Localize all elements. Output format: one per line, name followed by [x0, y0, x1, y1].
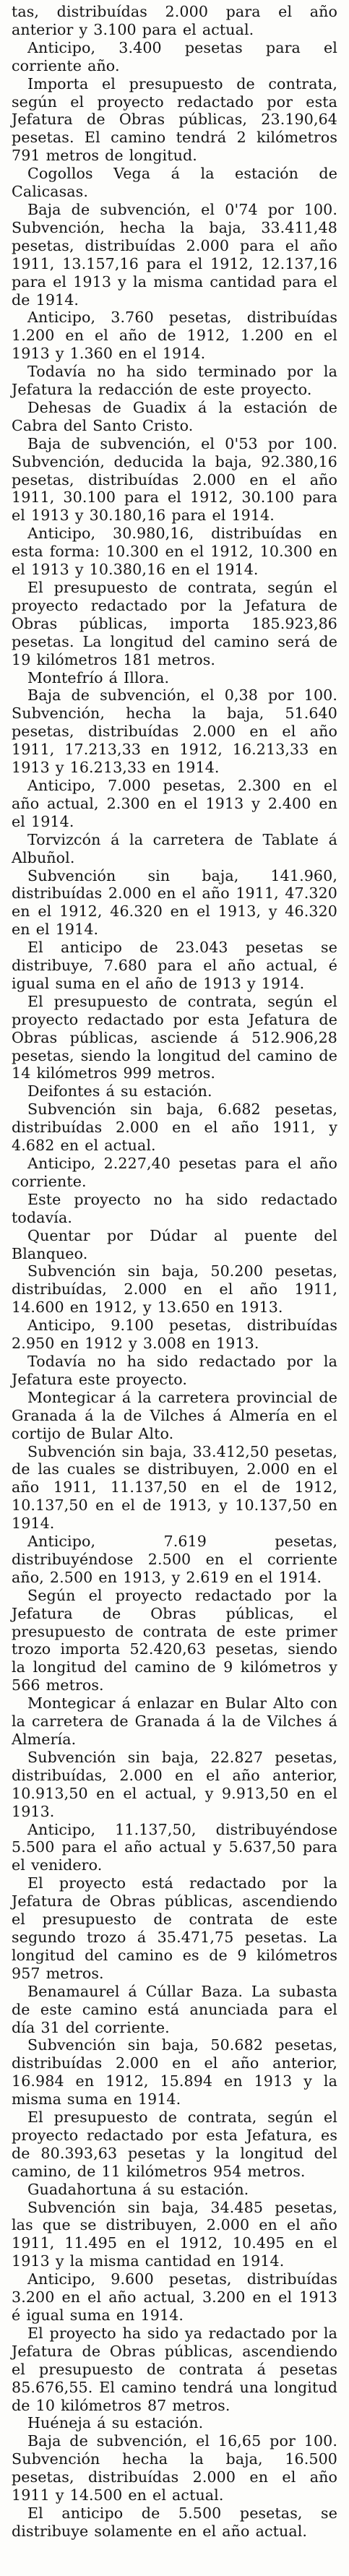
paragraph: Importa el presupuesto de contrata, según el proyecto redactado por esta Jefatura de Obras públicas, 23.190,64 pesetas. El camino tendrá 2 kilómetros 791 metros de longitud. [12, 74, 337, 165]
paragraph: Anticipo, 7.619 pesetas, distribuyéndose 2.500 en el corriente año, 2.500 en 1913, y 2.619 en el 1914. [12, 1533, 337, 1586]
paragraph: Subvención sin baja, 6.682 pesetas, distribuídas 2.000 en el año 1911, y 4.682 en el actual. [12, 1100, 337, 1155]
paragraph: Anticipo, 30.980,16, distribuídas en esta forma: 10.300 en el 1912, 10.300 en el 1913 y 10.380,16 en el 1914. [12, 525, 337, 579]
paragraph: Anticipo, 11.137,50, distribuyéndose 5.500 para el año actual y 5.637,50 para el venidero. [12, 1820, 337, 1874]
paragraph: Anticipo, 2.227,40 pesetas para el año corriente. [12, 1155, 337, 1190]
paragraph: Según el proyecto redactado por la Jefatura de Obras públicas, el presupuesto de contrata de este primer trozo importa 52.420,63 pesetas, siendo la longitud del camino de 9 kilómetros y 566 metros. [12, 1586, 337, 1694]
paragraph: Subvención sin baja, 34.485 pesetas, las que se distribuyen, 2.000 en el año 1911, 11.495 en el 1912, 10.495 en el 1913 y la misma cantidad en 1914. [12, 2198, 337, 2270]
paragraph: El presupuesto de contrata, según el proyecto redactado por esta Jefatura de Obras públicas, asciende á 512.906,28 pesetas, siendo la longitud del camino de 14 kilómetros 999 metros. [12, 992, 337, 1082]
paragraph: El proyecto ha sido ya redactado por la Jefatura de Obras públicas, ascendiendo el presupuesto de contrata á pesetas 85.676,55. El camino tendrá una longitud de 10 kilómetros 87 metros. [12, 2324, 337, 2414]
paragraph: Anticipo, 9.600 pesetas, distribuídas 3.200 en el año actual, 3.200 en el 1913 é igual suma en 1914. [12, 2270, 337, 2324]
paragraph: Todavía no ha sido terminado por la Jefatura la redacción de este proyecto. [12, 363, 337, 399]
paragraph: Anticipo, 3.400 pesetas para el corriente año. [12, 38, 337, 74]
paragraph: El anticipo de 5.500 pesetas, se distribuye solamente en el año actual. [12, 2504, 337, 2540]
paragraph: El presupuesto de contrata, según el proyecto redactado por esta Jefatura, es de 80.393,63 pesetas y la longitud del camino, de 11 kilómetros 954 metros. [12, 2108, 337, 2180]
section-heading: Benamaurel á Cúllar Baza. La subasta de este camino está anunciada para el día 31 del corriente. [12, 1982, 337, 2036]
section-heading: Montegicar á enlazar en Bular Alto con la carretera de Granada á la de Vilches á Almería. [12, 1694, 337, 1748]
section-heading: Deifontes á su estación. [27, 1082, 212, 1100]
paragraph: Subvención sin baja, 33.412,50 pesetas, de las cuales se distribuyen, 2.000 en el año 1911, 11.137,50 en el de 1912, 10.137,50 en el de 1913, y 10.137,50 en 1914. [12, 1442, 337, 1533]
paragraph: El anticipo de 23.043 pesetas se distribuye, 7.680 para el año actual, é igual suma en el año de 1913 y 1914. [12, 939, 337, 992]
section-heading: Quentar por Dúdar al puente del Blanqueo. [12, 1226, 337, 1262]
paragraph: Anticipo, 7.000 pesetas, 2.300 en el año actual, 2.300 en el 1913 y 2.400 en el 1914. [12, 776, 337, 830]
paragraph: tas, distribuídas 2.000 para el año anterior y 3.100 para el actual. [12, 3, 337, 38]
paragraph: Subvención sin baja, 50.200 pesetas, distribuídas, 2.000 en el año 1911, 14.600 en 1912, y 13.650 en 1913. [12, 1262, 337, 1317]
paragraph: Subvención sin baja, 50.682 pesetas, distribuídas 2.000 en el año anterior, 16.984 en 1912, 15.894 en 1913 y la misma suma en 1914. [12, 2036, 337, 2108]
paragraph: Subvención sin baja, 22.827 pesetas, distribuídas, 2.000 en el año anterior, 10.913,50 en el actual, y 9.913,50 en el 1913. [12, 1748, 337, 1820]
paragraph: Anticipo, 3.760 pesetas, distribuídas 1.200 en el año de 1912, 1.200 en el 1913 y 1.360 en el 1914. [12, 309, 337, 363]
section-heading: Dehesas de Guadix á la estación de Cabra del Santo Cristo. [12, 398, 337, 434]
paragraph: Baja de subvención, el 0'53 por 100. Subvención, deducida la baja, 92.380,16 pesetas, distribuídas 2.000 en el año 1911, 30.100 para el 1912, 30.100 para el 1913 y 30.180,16 para el 1914. [12, 434, 337, 525]
section-heading: Torvizcón á la carretera de Tablate á Albuñol. [12, 830, 337, 866]
section-heading: Montefrío á Illora. [27, 668, 170, 686]
section-heading: Huéneja á su estación. [27, 2414, 204, 2432]
section-heading: Guadahortuna á su estación. [27, 2180, 249, 2198]
paragraph: Baja de subvención, el 16,65 por 100. Subvención hecha la baja, 16.500 pesetas, distribuídas 2.000 en el año 1911 y 14.500 en el actual. [12, 2432, 337, 2504]
paragraph: El proyecto está redactado por la Jefatura de Obras públicas, ascendiendo el presupuesto de contrata de este segundo trozo á 35.471,75 pesetas. La longitud del camino es de 9 kilómetros 957 metros. [12, 1874, 337, 1982]
paragraph: Todavía no ha sido redactado por la Jefatura este proyecto. [12, 1352, 337, 1388]
section-heading: Cogollos Vega á la estación de Calicasas. [12, 165, 337, 201]
paragraph: Anticipo, 9.100 pesetas, distribuídas 2.950 en 1912 y 3.008 en 1913. [12, 1317, 337, 1353]
paragraph: Baja de subvención, el 0'74 por 100. Subvención, hecha la baja, 33.411,48 pesetas, distribuídas 2.000 para el año 1911, 13.157,16 para el 1912, 12.137,16 para el 1913 y la misma cantidad para el de 1914. [12, 200, 337, 309]
section-heading: Montegicar á la carretera provincial de Granada á la de Vilches á Almería en el cortijo de Bular Alto. [12, 1388, 337, 1442]
paragraph: El presupuesto de contrata, según el proyecto redactado por la Jefatura de Obras públicas, importa 185.923,86 pesetas. La longitud del camino será de 19 kilómetros 181 metros. [12, 579, 337, 668]
text-column [12, 3, 337, 2541]
paragraph: Subvención sin baja, 141.960, distribuídas 2.000 en el año 1911, 47.320 en el 1912, 46.320 en el 1913, y 46.320 en el 1914. [12, 866, 337, 939]
paragraph: Baja de subvención, el 0,38 por 100. Subvención, hecha la baja, 51.640 pesetas, distribuídas 2.000 en el año 1911, 17.213,33 en 1912, 16.213,33 en 1913 y 16.213,33 en 1914. [12, 686, 337, 777]
paragraph: Este proyecto no ha sido redactado todavía. [12, 1190, 337, 1226]
